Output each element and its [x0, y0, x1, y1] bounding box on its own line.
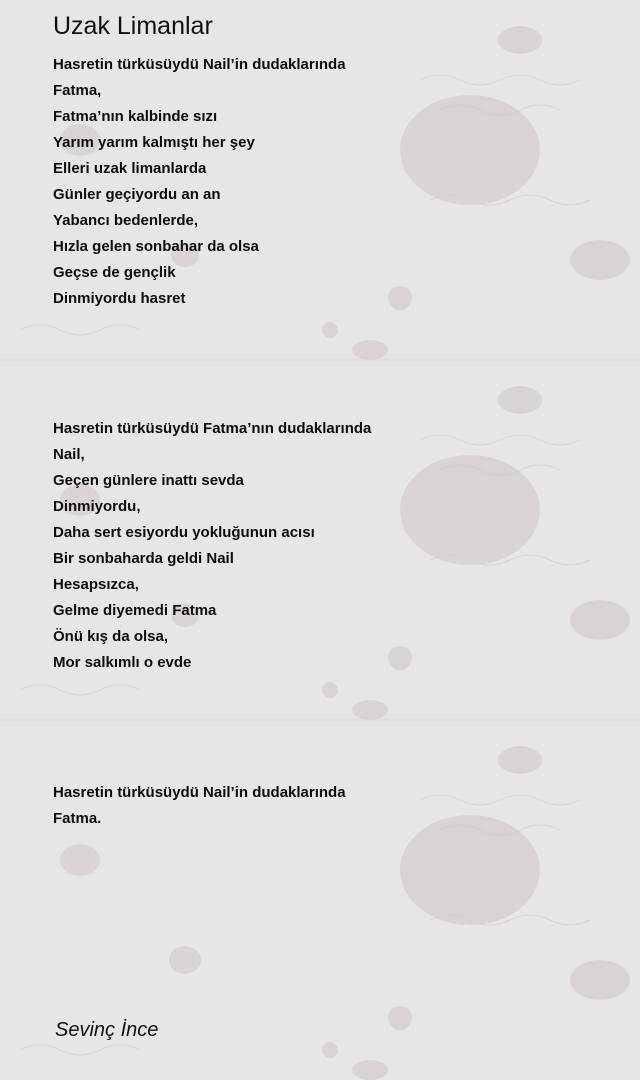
poem-line: Hasretin türküsüydü Nail’in dudaklarında	[53, 784, 346, 801]
stanza-gap	[53, 390, 623, 416]
poem-line: Hesapsızca,	[53, 576, 139, 593]
poem-line: Yarım yarım kalmıştı her şey	[53, 134, 255, 151]
poem-line: Mor salkımlı o evde	[53, 654, 192, 671]
stanza-3	[53, 780, 623, 832]
stanza-gap	[53, 728, 623, 754]
stanza-2	[53, 416, 623, 676]
poem-line: Elleri uzak limanlarda	[53, 160, 207, 177]
poem-line: Önü kış da olsa,	[53, 628, 169, 645]
poem-line: Daha sert esiyordu yokluğunun acısı	[53, 524, 315, 541]
stanza-gap	[53, 702, 623, 728]
poem-title: Uzak Limanlar	[53, 12, 213, 40]
stanza-gap	[53, 312, 623, 338]
poem-line: Fatma.	[53, 810, 102, 827]
poem-line: Fatma’nın kalbinde sızı	[53, 108, 218, 125]
poem-line: Bir sonbaharda geldi Nail	[53, 550, 234, 567]
poem-line: Hasretin türküsüydü Nail’in dudaklarında	[53, 56, 346, 73]
stanza-gap	[53, 754, 623, 780]
poem-line: Geçen günlere inattı sevda	[53, 472, 244, 489]
poem-line: Yabancı bedenlerde,	[53, 212, 199, 229]
poem-line: Dinmiyordu,	[53, 498, 141, 515]
stanza-gap	[53, 364, 623, 390]
poem-line: Gelme diyemedi Fatma	[53, 602, 217, 619]
poem-body	[53, 52, 623, 832]
poem-line: Nail,	[53, 446, 85, 463]
stanza-1	[53, 52, 623, 312]
poem-line: Fatma,	[53, 82, 102, 99]
poem-line: Hasretin türküsüydü Fatma’nın dudaklarında	[53, 420, 372, 437]
poem-line: Günler geçiyordu an an	[53, 186, 221, 203]
stanza-gap	[53, 676, 623, 702]
poem-line: Geçse de gençlik	[53, 264, 176, 281]
poem-author: Sevinç İnce	[55, 1019, 159, 1041]
poem-line: Hızla gelen sonbahar da olsa	[53, 238, 259, 255]
stanza-gap	[53, 338, 623, 364]
poem-line: Dinmiyordu hasret	[53, 290, 186, 307]
